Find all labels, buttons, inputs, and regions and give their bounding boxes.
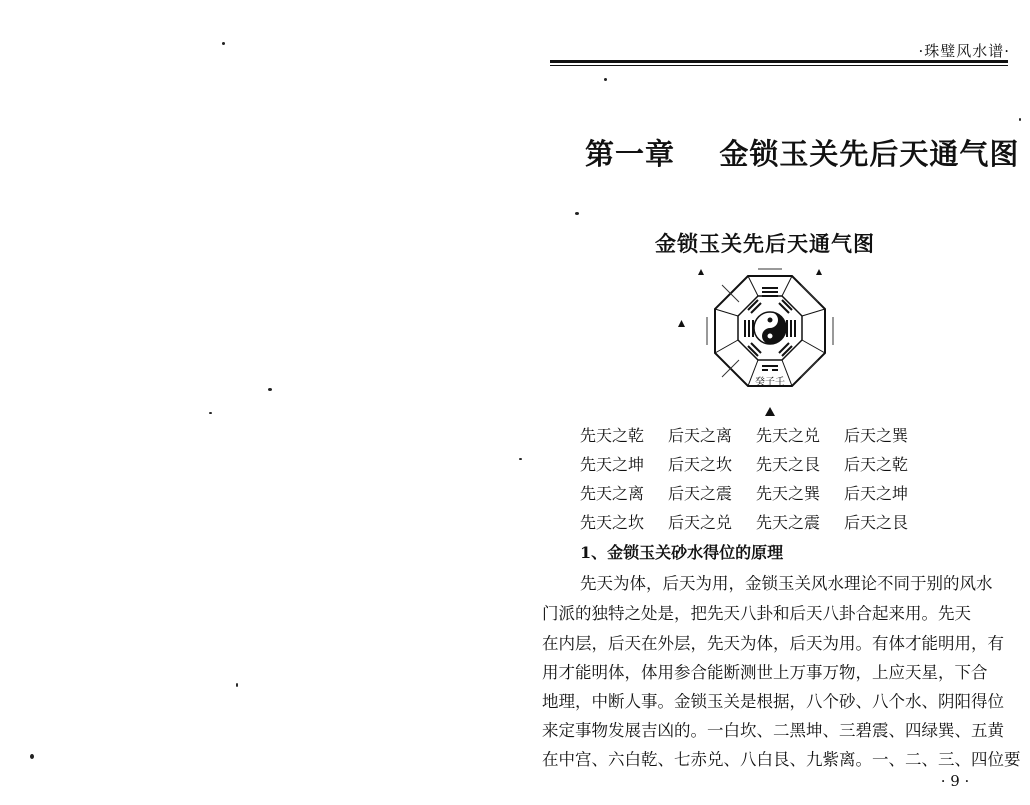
scan-speck	[30, 754, 34, 759]
scan-speck	[519, 458, 522, 460]
chapter-title: 第一章 金锁玉关先后天通气图	[585, 137, 1020, 171]
scan-speck	[209, 412, 212, 414]
table-row	[580, 481, 1000, 510]
body-line: 用才能明体，体用参合能断测世上万事万物，上应天星，下合	[542, 663, 988, 682]
table-cell: 后天之乾	[844, 455, 909, 474]
table-cell: 先天之坎	[580, 513, 645, 532]
triangle-marker-nw	[698, 269, 704, 275]
table-cell: 后天之坤	[844, 484, 909, 503]
table-cell: 后天之离	[668, 426, 733, 445]
table-cell: 先天之离	[580, 484, 645, 503]
scan-speck	[604, 78, 607, 81]
scan-speck	[236, 683, 238, 687]
table-cell: 先天之艮	[756, 455, 821, 474]
body-line: 先天为体，后天为用，金锁玉关风水理论不同于别的风水	[580, 574, 993, 593]
header-rule	[550, 60, 1008, 63]
scan-speck	[222, 42, 225, 45]
trigram-table	[580, 423, 1000, 539]
bagua-diagram	[670, 255, 870, 425]
diagram-bottom-label: 癸子壬	[755, 377, 785, 388]
scan-speck	[268, 388, 272, 391]
body-line: 在内层，后天在外层，先天为体，后天为用。有体才能明用，有	[542, 634, 1004, 653]
table-row	[580, 423, 1000, 452]
table-cell: 先天之坤	[580, 455, 645, 474]
table-row	[580, 452, 1000, 481]
table-cell: 先天之巽	[756, 484, 821, 503]
table-row	[580, 510, 1000, 539]
header-rule-thin	[550, 65, 1008, 66]
scan-speck	[575, 212, 579, 215]
triangle-marker-w	[678, 320, 685, 327]
body-line: 在中宫、六白乾、七赤兑、八白艮、九紫离。一、二、三、四位要	[542, 750, 1021, 769]
body-line: 地理，中断人事。金锁玉关是根据，八个砂、八个水、阴阳得位	[542, 692, 1004, 711]
table-cell: 先天之震	[756, 513, 821, 532]
scan-speck	[1019, 118, 1021, 121]
table-cell: 先天之兑	[756, 426, 821, 445]
figure-title: 金锁玉关先后天通气图	[655, 231, 875, 256]
table-cell: 后天之坎	[668, 455, 733, 474]
triangle-marker-s	[765, 407, 775, 416]
body-line: 来定事物发展吉凶的。一白坎、二黑坤、三碧震、四绿巽、五黄	[542, 721, 1004, 740]
section-heading: 1、金锁玉关砂水得位的原理	[580, 543, 784, 562]
triangle-marker-ne	[816, 269, 822, 275]
body-line: 门派的独特之处是，把先天八卦和后天八卦合起来用。先天	[542, 604, 971, 623]
table-cell: 后天之艮	[844, 513, 909, 532]
table-cell: 后天之震	[668, 484, 733, 503]
table-cell: 后天之兑	[668, 513, 733, 532]
table-cell: 先天之乾	[580, 426, 645, 445]
table-cell: 后天之巽	[844, 426, 909, 445]
running-header: ·珠璧风水谱·	[918, 42, 1010, 60]
page-number: · 9 ·	[940, 772, 970, 790]
taiji-icon	[754, 312, 786, 344]
